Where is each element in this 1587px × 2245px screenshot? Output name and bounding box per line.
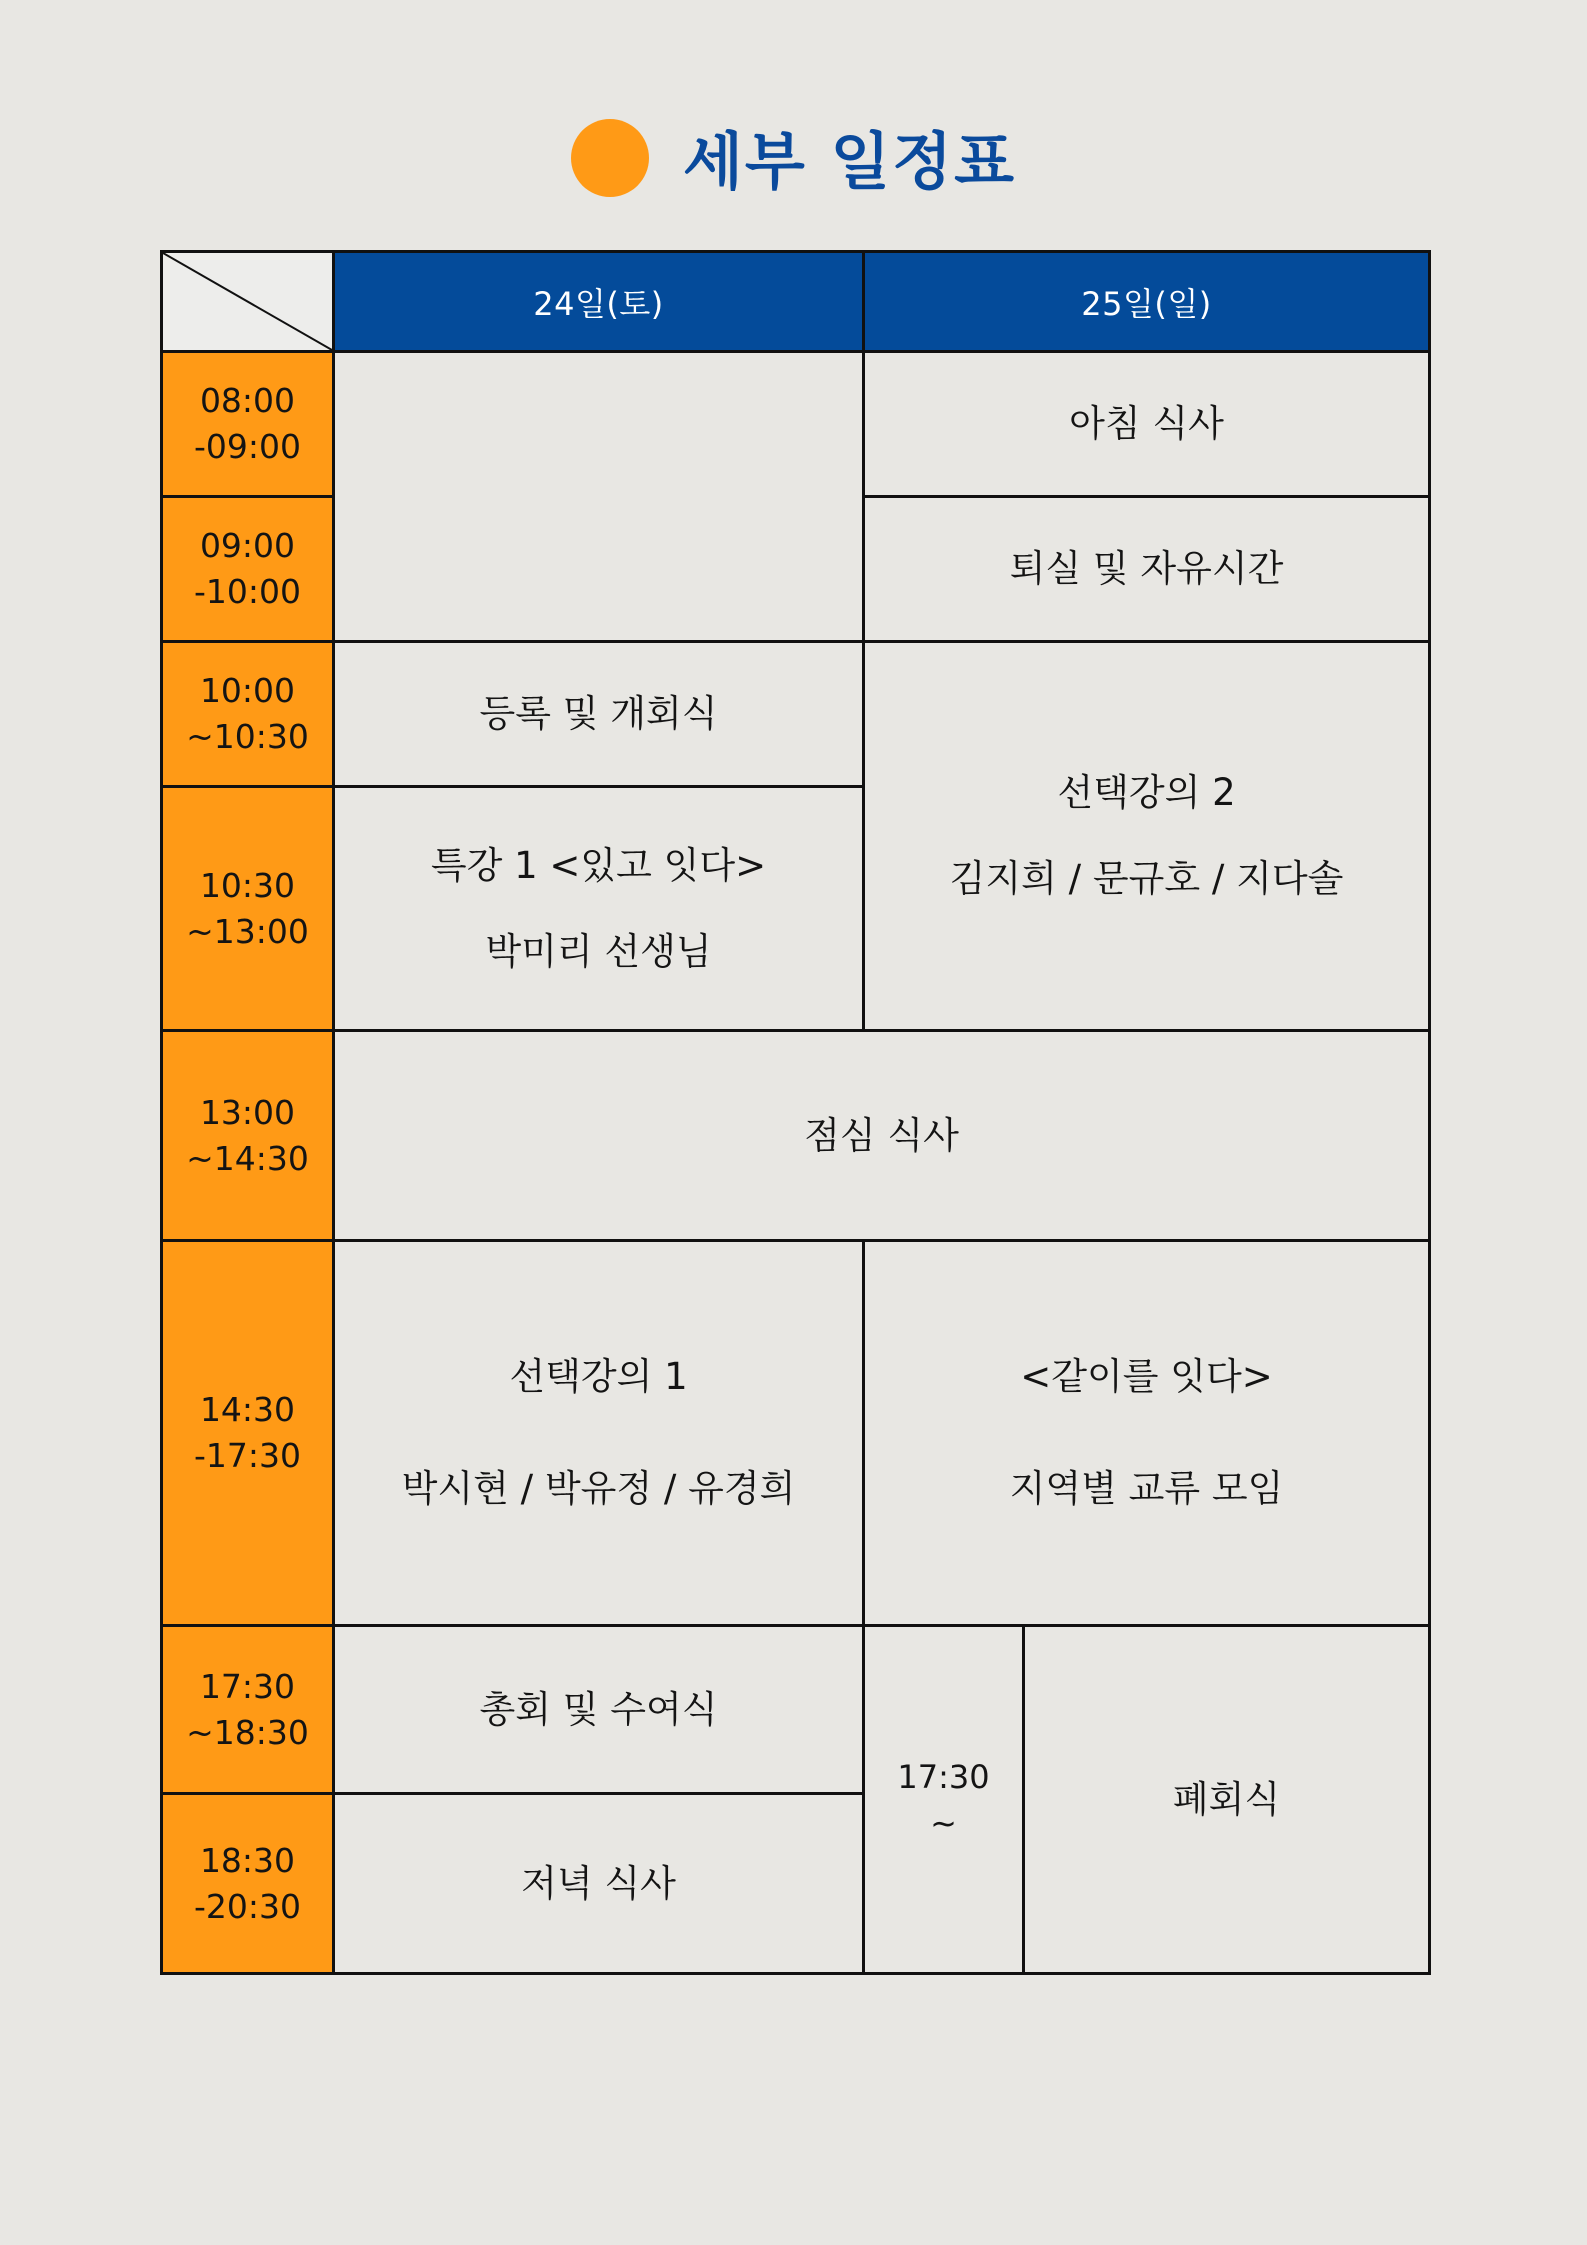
day2-header: 25일(일): [864, 252, 1430, 352]
page-title: 세부 일정표: [682, 124, 1017, 198]
time-start: 14:30: [199, 1390, 296, 1429]
time-end: -10:00: [193, 572, 301, 611]
time-end: ~10:30: [186, 717, 309, 756]
time-end: ~13:00: [186, 911, 309, 951]
day2-closing-time: [864, 1626, 1024, 1974]
day2-breakfast: 아침 식사: [864, 352, 1430, 497]
lecture1-speaker: 박미리 선생님: [485, 929, 712, 973]
time-1300: [162, 1031, 334, 1241]
day2-together: [864, 1241, 1430, 1626]
lecture1-title: 특강 1 <있고 잇다>: [430, 843, 767, 887]
day2-closing: 폐회식: [1024, 1626, 1430, 1974]
time-start: 10:00: [199, 671, 296, 710]
elective1-title: 선택강의 1: [509, 1355, 688, 1398]
time-start: 09:00: [199, 526, 296, 565]
time-end: -17:30: [193, 1436, 301, 1475]
day1-registration: 등록 및 개회식: [334, 642, 864, 787]
time-0900: [162, 497, 334, 642]
time-0800: [162, 352, 334, 497]
time-1730: [162, 1626, 334, 1794]
time-start: 08:00: [199, 381, 296, 420]
time-end: ~14:30: [186, 1138, 309, 1178]
time-1000: [162, 642, 334, 787]
closing-time-start: 17:30: [897, 1757, 990, 1796]
time-start: 17:30: [199, 1666, 296, 1706]
time-start: 18:30: [199, 1840, 296, 1880]
header-row: [162, 252, 1430, 352]
time-1430: [162, 1241, 334, 1626]
time-start: 10:30: [199, 865, 296, 905]
day1-dinner: 저녁 식사: [334, 1794, 864, 1974]
time-end: -09:00: [193, 427, 301, 466]
diagonal-divider: [163, 253, 332, 350]
closing-time-tilde: ~: [930, 1803, 957, 1842]
row-1000: [162, 642, 1430, 787]
row-1300: [162, 1031, 1430, 1241]
day1-header: 24일(토): [334, 252, 864, 352]
together-title: <같이를 잇다>: [1020, 1355, 1273, 1398]
day2-elective2: [864, 642, 1430, 1031]
day1-elective1: [334, 1241, 864, 1626]
title-bullet-dot: [571, 119, 649, 197]
time-start: 13:00: [199, 1092, 296, 1132]
elective2-title: 선택강의 2: [1057, 771, 1236, 814]
page-header: [0, 108, 1587, 208]
day1-general-meeting: 총회 및 수여식: [334, 1626, 864, 1794]
corner-cell: [162, 252, 334, 352]
day2-checkout: 퇴실 및 자유시간: [864, 497, 1430, 642]
row-1730: [162, 1626, 1430, 1794]
row-1430: [162, 1241, 1430, 1626]
lunch-cell: 점심 식사: [334, 1031, 1430, 1241]
elective1-speakers: 박시현 / 박유정 / 유경희: [401, 1467, 796, 1510]
time-end: ~18:30: [186, 1712, 309, 1752]
elective2-speakers: 김지희 / 문규호 / 지다솔: [949, 857, 1344, 900]
day1-empty-cell: [334, 352, 864, 642]
together-subtitle: 지역별 교류 모임: [1009, 1467, 1284, 1510]
time-end: -20:30: [193, 1886, 301, 1926]
schedule-table: [160, 250, 1431, 1975]
day1-lecture1: [334, 787, 864, 1031]
time-1830: [162, 1794, 334, 1974]
time-1030: [162, 787, 334, 1031]
row-0800: [162, 352, 1430, 497]
